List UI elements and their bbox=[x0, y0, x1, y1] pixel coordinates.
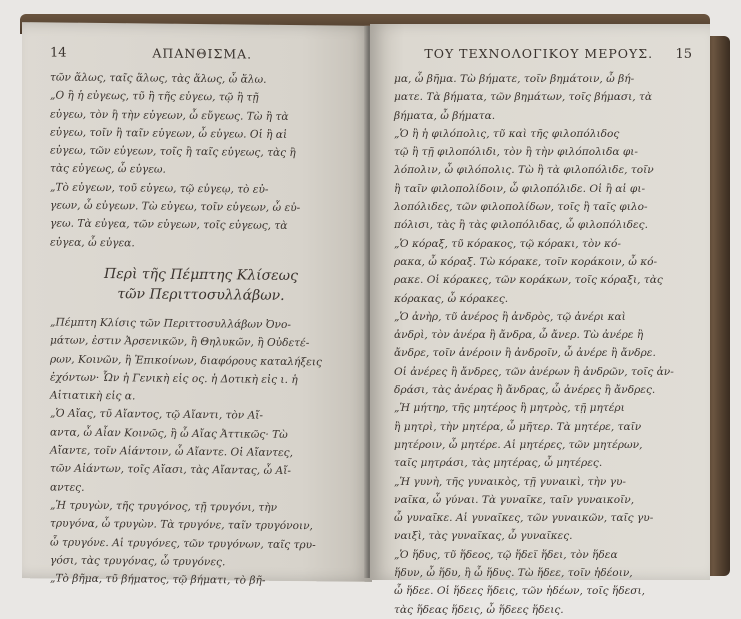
text-line: ρακε. Οἱ κόρακες, τῶν κοράκων, τοῖς κόραξι, τὰς bbox=[394, 274, 663, 287]
text-line: ρων, Κοινῶν, ἢ Ἐπικοίνων, διαφόρους καταλήξεις bbox=[50, 353, 322, 368]
left-page bbox=[22, 22, 372, 587]
text-line: „Ο ἢ ἡ εὐγεως, τῦ ἢ τῆς εὐγεω, τῷ ἢ τῇ bbox=[50, 89, 259, 104]
text-line: ματε. Τὰ βήματα, τῶν βημάτων, τοῖς βήμασι, τὰ bbox=[394, 91, 652, 104]
text-line: μητέροιν, ὦ μητέρε. Αἱ μητέρες, τῶν μητέρων, bbox=[394, 438, 643, 451]
text-line: τῶν ἅλως, ταῖς ἅλως, τὰς ἅλως, ὦ ἅλω. bbox=[50, 71, 267, 86]
text-line: τῶν Αἰάντων, τοῖς Αἴασι, τὰς Αἴαντας, ὦ Αἴ- bbox=[50, 462, 291, 478]
text-line: „Ὁ ἥδυς, τῦ ἥδεος, τῷ ἥδεϊ ἥδει, τὸν ἥδεα bbox=[394, 548, 618, 561]
right-text-block bbox=[394, 70, 692, 619]
text-line: „Ἡ τρυγὼν, τῆς τρυγόνος, τῇ τρυγόνι, τὴν bbox=[50, 499, 278, 514]
text-line: ἄνδρε, τοῖν ἀνέροιν ἢ ἀνδροῖν, ὦ ἀνέρε ἢ ἄνδρε. bbox=[394, 347, 656, 360]
text-line: δράσι, τὰς ἀνέρας ἢ ἄνδρας, ὦ ἀνέρες ἢ ἄνδρες. bbox=[394, 384, 656, 397]
text-line: „Ὁ κόραξ, τῦ κόρακος, τῷ κόρακι, τὸν κό- bbox=[394, 237, 621, 250]
text-line: πόλισι, τὰς ἢ τὰς φιλοπόλιδας, ὦ φιλοπόλιδες. bbox=[394, 219, 648, 232]
text-line: τὰς ἥδεας ἥδεις, ὦ ἥδεες ἥδεις. bbox=[394, 603, 564, 616]
right-running-title: ΤΟΥ ΤΕΧΝΟΛΟΓΙΚΟΥ ΜΕΡΟΥΣ. bbox=[424, 46, 654, 61]
text-line: εὐγεω, τῶν εὐγεων, τοῖς ἢ ταῖς εὐγεως, τὰς ἢ bbox=[50, 144, 296, 160]
heading-line: Περὶ τῆς Πέμπτης Κλίσεως bbox=[104, 265, 298, 285]
text-line: εὐγεα, ὦ εὐγεα. bbox=[50, 236, 135, 250]
right-page bbox=[370, 24, 710, 616]
right-running-head bbox=[394, 46, 692, 62]
section-heading bbox=[50, 263, 352, 306]
text-line: μα, ὦ βῆμα. Τὼ βήματε, τοῖν βημάτοιν, ὦ βή- bbox=[394, 73, 635, 85]
open-book bbox=[8, 14, 730, 616]
text-line: ναιξὶ, τὰς γυναῖκας, ὦ γυναῖκες. bbox=[394, 530, 573, 543]
text-line: γεων, ὦ εὐγεων. Τὼ εὐγεω, τοῖν εὐγεων, ὦ εὐ- bbox=[50, 199, 301, 215]
text-line: „Ὁ ἢ ἡ φιλόπολις, τῦ καὶ τῆς φιλοπόλιδος bbox=[394, 127, 620, 140]
text-line: αντες. bbox=[50, 481, 85, 494]
right-page-number: 15 bbox=[675, 47, 692, 62]
text-line: Οἱ ἀνέρες ἢ ἄνδρες, τῶν ἀνέρων ἢ ἀνδρῶν, τοῖς ἀν- bbox=[394, 365, 674, 378]
text-line: κόρακας, ὦ κόρακες. bbox=[394, 292, 509, 305]
text-line: βήματα, ὦ βήματα. bbox=[394, 109, 496, 122]
text-line: αντα, ὦ Αἶαν Κοινῶς, ἢ ὦ Αἴας Ἀττικῶς· Τὼ bbox=[50, 426, 288, 441]
text-line: Αἰτιατικὴ εἰς α. bbox=[50, 389, 136, 403]
text-line: λόπολιν, ὦ φιλόπολις. Τὼ ἢ τὰ φιλοπόλιδε, τοῖν bbox=[394, 164, 654, 177]
text-line: „Ἡ γυνὴ, τῆς γυναικὸς, τῇ γυναικὶ, τὴν γυ- bbox=[394, 475, 626, 488]
left-page-number: 14 bbox=[50, 45, 67, 61]
text-line: γεω. Τὰ εὐγεα, τῶν εὐγεων, τοῖς εὐγεως, τὰ bbox=[50, 217, 288, 233]
text-line: ναῖκα, ὦ γύναι. Τὰ γυναῖκε, ταῖν γυναικοῖν, bbox=[394, 493, 635, 506]
text-line: Αἴαντε, τοῖν Αἰάντοιν, ὦ Αἴαντε. Οἱ Αἴαντες, bbox=[50, 444, 293, 460]
text-line: ρακα, ὦ κόραξ. Τὼ κόρακε, τοῖν κοράκοιν, ὦ κό- bbox=[394, 255, 658, 268]
left-text-block2 bbox=[50, 313, 352, 591]
text-line: „Τὸ εὐγεων, τοῦ εὐγεω, τῷ εὐγεῳ, τὸ εὐ- bbox=[50, 181, 269, 196]
text-line: „Ὁ ἀνὴρ, τῦ ἀνέρος ἢ ἀνδρὸς, τῷ ἀνέρι καὶ bbox=[394, 310, 626, 323]
text-line: ἥδυν, ὦ ἥδυ, ἢ ὦ ἥδυς. Τὼ ἥδεε, τοῖν ἡδέοιν, bbox=[394, 567, 633, 580]
heading-line: τῶν Περιττοσυλλάβων. bbox=[117, 286, 285, 304]
text-line: ὦ ἥδεε. Οἱ ἥδεες ἥδεις, τῶν ἡδέων, τοῖς ἥδεσι, bbox=[394, 585, 646, 598]
text-line: „Ἡ μήτηρ, τῆς μητέρος ἢ μητρὸς, τῇ μητέρι bbox=[394, 402, 625, 415]
text-line: λοπόλιδες, τῶν φιλοπολίδων, τοῖς ἢ ταῖς φιλο- bbox=[394, 201, 648, 214]
text-line: „Πέμπτη Κλίσις τῶν Περιττοσυλλάβων Ὀνο- bbox=[50, 316, 291, 331]
text-line: ἢ ταῖν φιλοπολίδοιν, ὦ φιλοπόλιδε. Οἱ ἢ αἱ φι- bbox=[394, 182, 646, 195]
text-line: „Τὸ βῆμα, τῦ βήματος, τῷ βήματι, τὸ βῆ- bbox=[50, 572, 266, 587]
text-line: τὰς εὐγεως, ὦ εὐγεω. bbox=[50, 162, 166, 177]
left-running-title: ΑΠΑΝΘΙΣΜΑ. bbox=[152, 45, 253, 62]
text-line: μάτων, ἐστιν Ἀρσενικῶν, ἢ Θηλυκῶν, ἢ Οὐδετέ- bbox=[50, 334, 310, 350]
text-line: ἀνδρὶ, τὸν ἀνέρα ἢ ἄνδρα, ὦ ἄνερ. Τὼ ἀνέρε ἢ bbox=[394, 329, 644, 342]
text-line: τρυγόνα, ὦ τρυγὼν. Τὰ τρυγόνε, ταῖν τρυγόνοιν, bbox=[50, 517, 313, 533]
text-line: γόσι, τὰς τρυγόνας, ὦ τρυγόνες. bbox=[50, 554, 226, 569]
text-line: εὐγεω, τοῖν ἢ ταῖν εὐγεων, ὦ εὐγεω. Οἱ ἢ αἱ bbox=[50, 126, 288, 141]
text-line: ἐχόντων· Ὧν ἡ Γενικὴ εἰς ος. ἡ Δοτικὴ εἰς ι. ἡ bbox=[50, 371, 298, 386]
text-line: ταῖς μητράσι, τὰς μητέρας, ὦ μητέρες. bbox=[394, 457, 603, 470]
text-line: ὦ τρυγόνε. Αἱ τρυγόνες, τῶν τρυγόνων, ταῖς τρυ- bbox=[50, 535, 316, 551]
text-line: ἢ μητρὶ, τὴν μητέρα, ὦ μῆτερ. Τὰ μητέρε, ταῖν bbox=[394, 420, 642, 433]
left-running-head bbox=[50, 44, 352, 63]
text-line: τῷ ἢ τῇ φιλοπόλιδι, τὸν ἢ τὴν φιλόπολιδα φι- bbox=[394, 146, 638, 159]
left-text-block1 bbox=[50, 68, 352, 254]
text-line: „Ὁ Αἴας, τῦ Αἴαντος, τῷ Αἴαντι, τὸν Αἴ- bbox=[50, 407, 264, 423]
text-line: εὐγεω, τὸν ἢ τὴν εὐγεων, ὦ εὔγεως. Τὼ ἢ τὰ bbox=[50, 108, 289, 123]
text-line: ὦ γυναῖκε. Αἱ γυναῖκες, τῶν γυναικῶν, ταῖς γυ- bbox=[394, 512, 654, 525]
